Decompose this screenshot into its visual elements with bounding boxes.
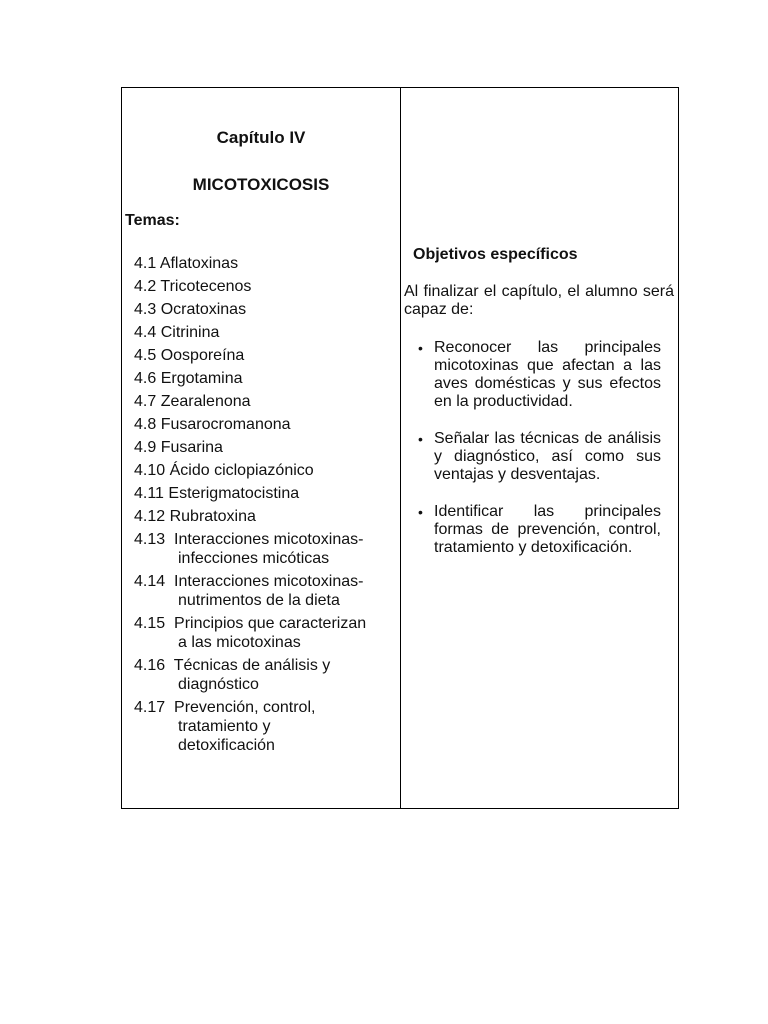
list-item: 4.7 Zearalenona — [134, 393, 251, 410]
list-item: 4.8 Fusarocromanona — [134, 416, 291, 433]
list-item: 4.9 Fusarina — [134, 439, 223, 456]
list-item: 4.2 Tricotecenos — [134, 278, 252, 295]
list-item: 4.1 Aflatoxinas — [134, 255, 239, 272]
objectives-heading: Objetivos específicos — [413, 246, 578, 263]
bullet-icon: • — [418, 431, 423, 447]
topics-list — [134, 254, 396, 759]
topics-heading: Temas: — [125, 212, 180, 229]
bullet-icon: • — [418, 504, 423, 520]
list-item: 4.3 Ocratoxinas — [134, 301, 247, 318]
list-item: 4.12 Rubratoxina — [134, 508, 256, 525]
list-item: 4.17 Prevención, control, tratamiento y detoxificación — [134, 699, 316, 754]
list-item: 4.15 Principios que caracterizan a las micotoxinas — [134, 615, 367, 651]
topics-column — [122, 88, 400, 808]
list-item: 4.5 Oosporeína — [134, 347, 245, 364]
list-item: 4.14 Interacciones micotoxinas- nutrimentos de la dieta — [134, 573, 364, 609]
list-item: 4.13 Interacciones micotoxinas- infecciones micóticas — [134, 531, 364, 567]
list-item: • Identificar las principales formas de prevención, control, tratamiento y detoxificación. — [418, 503, 661, 556]
list-item: 4.16 Técnicas de análisis y diagnóstico — [134, 657, 331, 693]
objectives-intro: Al finalizar el capítulo, el alumno será capaz de: — [404, 283, 674, 318]
list-item: 4.10 Ácido ciclopiazónico — [134, 462, 314, 479]
bullet-icon: • — [418, 340, 423, 356]
list-item: 4.11 Esterigmatocistina — [134, 485, 300, 502]
list-item: • Señalar las técnicas de análisis y diagnóstico, así como sus ventajas y desventajas. — [418, 430, 661, 483]
list-item: 4.6 Ergotamina — [134, 370, 243, 387]
objectives-list — [415, 339, 661, 576]
list-item: • Reconocer las principales micotoxinas que afectan a las aves domésticas y sus efectos en la productividad. — [418, 339, 661, 410]
list-item: 4.4 Citrinina — [134, 324, 220, 341]
chapter-subject: MICOTOXICOSIS — [192, 175, 330, 194]
chapter-title: Capítulo IV — [216, 128, 306, 147]
objectives-column — [401, 88, 678, 808]
